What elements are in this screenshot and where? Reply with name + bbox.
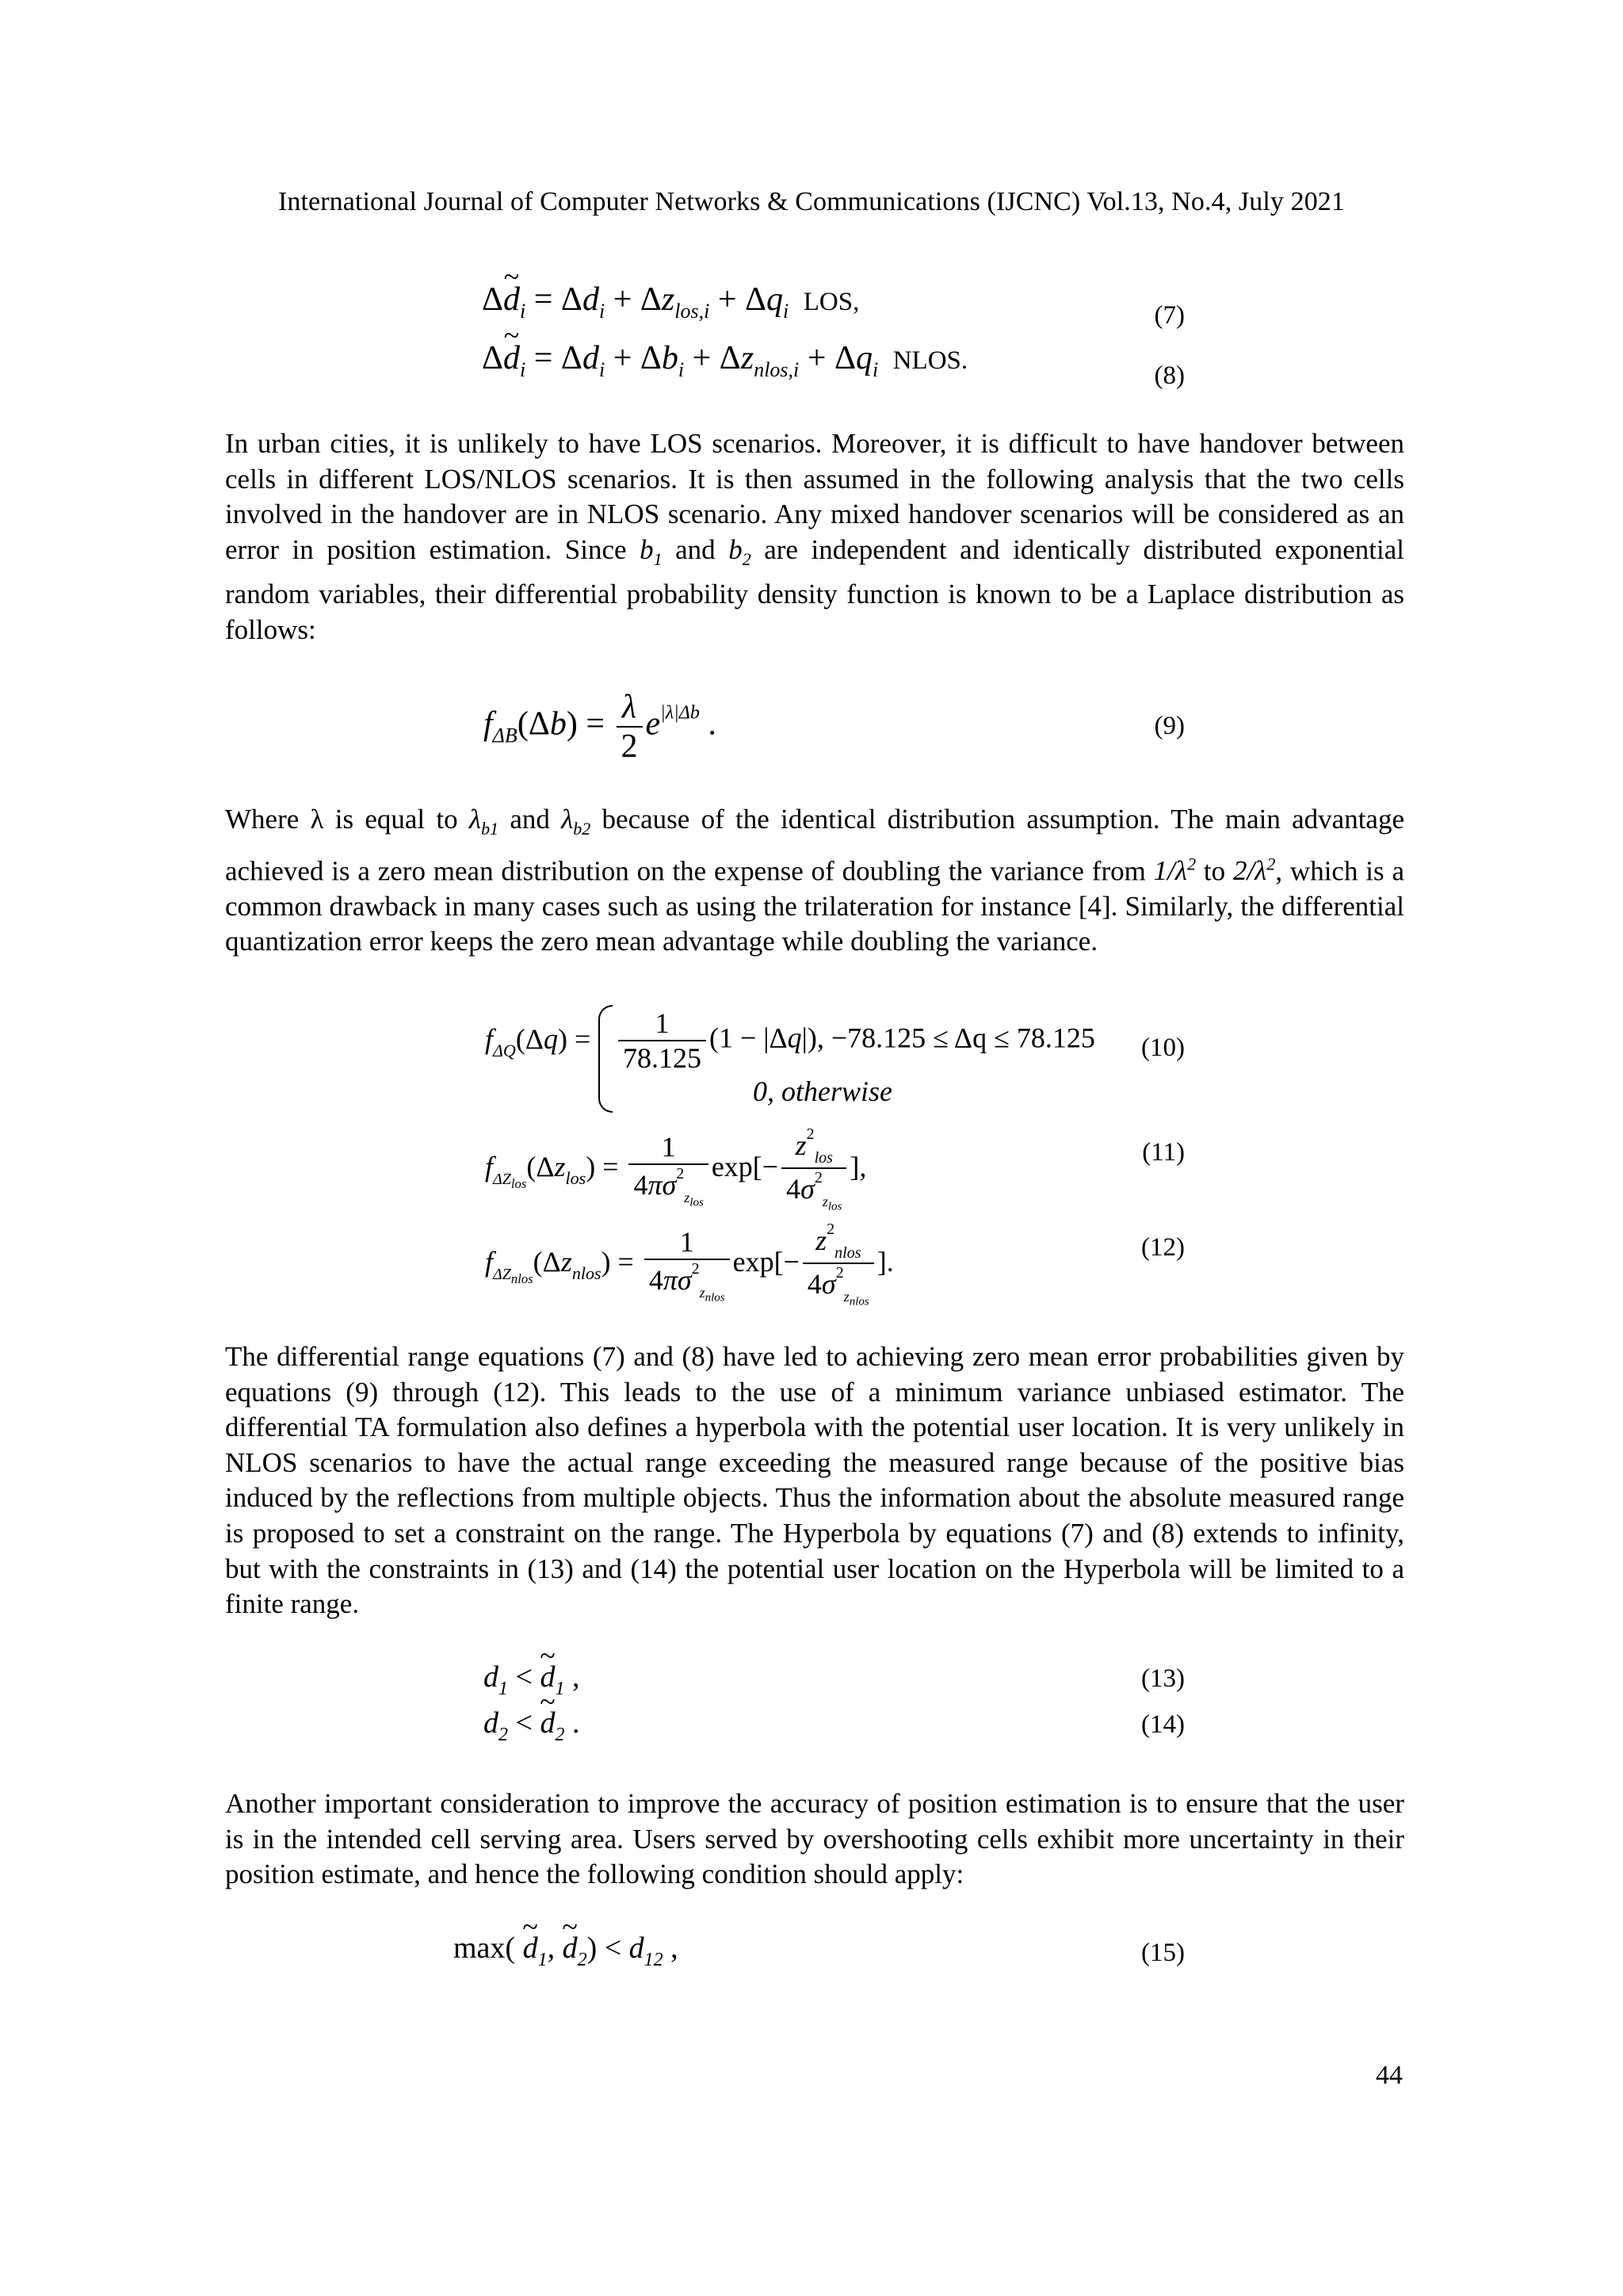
equation-15: max( ~ $d_1$, ~ $d_2) < d_{12}$ , bbox=[453, 1931, 678, 1971]
equation-13: $d_1$ < ~ $d_1$ , bbox=[483, 1660, 579, 1700]
nlos-tag: NLOS. bbox=[892, 346, 968, 375]
equation-10-case-2: 0, otherwise bbox=[753, 1075, 892, 1107]
equation-10-case-1: $\frac{1}{78.125}$ (1 − |Δq|), −78.125 ≤ Δq ≤ 78.125 bbox=[615, 1007, 1095, 1075]
equation-number-7: (7) bbox=[1154, 301, 1185, 330]
running-head: International Journal of Computer Networks & Communications (IJCNC) Vol.13, No.4, July 2021 bbox=[277, 187, 1345, 216]
paragraph-1: In urban cities, it is unlikely to have LOS scenarios. Moreover, it is difficult to have handover between cells in different LOS/NLOS scenarios. It is then assumed in the following analysis that the two cells involved in the handover are in NLOS scenario. Any mixed handover scenarios will be considered as an error in position estimation. Since $b_1$ and $b_2$ are independent and identically distributed exponential random variables, their differential probability density function is known to be a Laplace distribution as follows: bbox=[225, 428, 1404, 645]
equation-9: $f_{\Delta B}(\Delta b)$ = $\frac{\lambda}{2}$ $e^{|\lambda|\Delta b}$ . bbox=[483, 689, 716, 765]
equation-number-13: (13) bbox=[1141, 1664, 1185, 1693]
equation-7: Δ~ $d_i = \Delta d_i + \Delta z_{los,i} + \Delta q_i$ LOS, bbox=[482, 281, 859, 323]
los-tag: LOS, bbox=[803, 288, 860, 316]
equation-10: $f_{\Delta Q}(\Delta q)$ = bbox=[485, 1023, 591, 1060]
equation-11: $f_{\Delta Z_{los}}(\Delta z_{los})$ = $\frac{1}{4\pi\sigma^2_{z_{los}}}$ exp[− $\frac{z^2_{los}}{4\sigma^2_{z_{los}}}$ ], bbox=[485, 1125, 867, 1213]
equation-8: Δ~ $d_i = \Delta d_i + \Delta b_i + \Delta z_{nlos,i} + \Delta q_i$ NLOS. bbox=[482, 339, 968, 382]
paragraph-2: Where λ is equal to $\lambda_{b1}$ and $\lambda_{b2}$ because of the identical distribution assumption. The main advantage achieved is a zero mean distribution on the expense of doubling the variance from $1/\lambda^2$ to $2/\lambda^2$, which is a common drawback in many cases such as using the trilateration for instance [4]. Similarly, the differential quantization error keeps the zero mean advantage while doubling the variance. bbox=[225, 804, 1405, 957]
equation-number-14: (14) bbox=[1141, 1710, 1185, 1739]
equation-number-10: (10) bbox=[1141, 1033, 1185, 1062]
equation-number-12: (12) bbox=[1141, 1233, 1185, 1262]
equation-10-brace bbox=[598, 1005, 613, 1113]
equation-number-9: (9) bbox=[1154, 712, 1185, 740]
equation-number-11: (11) bbox=[1142, 1138, 1185, 1167]
paragraph-3: The differential range equations (7) and (8) have led to achieving zero mean error probabilities given by equations (9) through (12). This leads to the use of a minimum variance unbiased estimator. The differential TA formulation also defines a hyperbola with the potential user location. It is very unlikely in NLOS scenarios to have the actual range exceeding the measured range because of the positive bias induced by the reflections from multiple objects. Thus the information about the absolute measured range is proposed to set a constraint on the range. The Hyperbola by equations (7) and (8) extends to infinity, but with the constraints in (13) and (14) the potential user location on the Hyperbola will be limited to a finite range. bbox=[225, 1341, 1404, 1620]
page-number: 44 bbox=[1376, 2061, 1403, 2090]
equation-number-8: (8) bbox=[1154, 361, 1185, 390]
equation-14: $d_2$ < ~ $d_2$ . bbox=[483, 1706, 579, 1746]
paragraph-4: Another important consideration to improve the accuracy of position estimation is to ensure that the user is in the intended cell serving area. Users served by overshooting cells exhibit more uncertainty in their position estimate, and hence the following condition should apply: bbox=[225, 1788, 1404, 1890]
equation-12: $f_{\Delta Z_{nlos}}(\Delta z_{nlos})$ = $\frac{1}{4\pi\sigma^2_{z_{nlos}}}$ exp[− $\frac{z^2_{nlos}}{4\sigma^2_{z_{nlos}}}$ ]. bbox=[485, 1221, 894, 1308]
equation-number-15: (15) bbox=[1141, 1939, 1185, 1967]
